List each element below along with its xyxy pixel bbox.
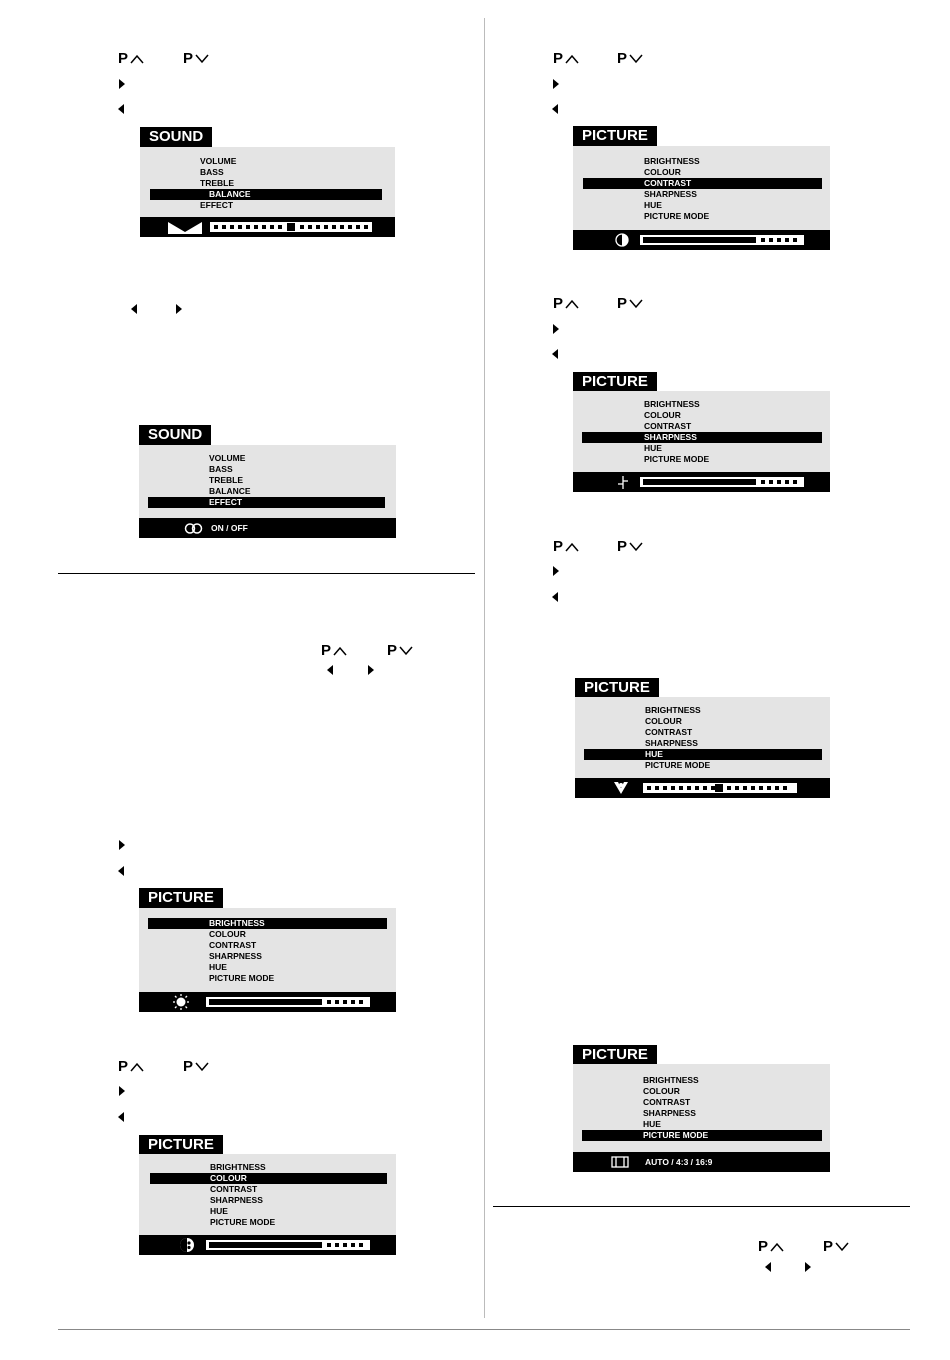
chevron-up-icon bbox=[565, 54, 579, 64]
right-arrow-icon bbox=[553, 324, 559, 334]
chevron-down-icon bbox=[195, 1062, 209, 1072]
right-arrow-icon bbox=[119, 840, 125, 850]
p-up-key-label: P bbox=[758, 1238, 769, 1255]
menu-items bbox=[139, 918, 396, 984]
osd-title: PICTURE bbox=[573, 126, 657, 146]
menu-item-brightness: BRIGHTNESS bbox=[644, 156, 700, 166]
hue-slider bbox=[643, 783, 797, 793]
p-up-key bbox=[118, 51, 144, 67]
osd-panel bbox=[140, 147, 395, 237]
menu-item-hue: HUE bbox=[584, 749, 822, 760]
osd-bar bbox=[573, 1152, 830, 1172]
osd-picture-mode bbox=[573, 1045, 830, 1172]
osd-picture-contrast bbox=[573, 126, 830, 250]
osd-picture-colour bbox=[139, 1135, 396, 1255]
osd-panel bbox=[139, 445, 396, 538]
slider-dots bbox=[761, 480, 797, 484]
menu-item-picture-mode: PICTURE MODE bbox=[644, 454, 710, 464]
osd-title: PICTURE bbox=[575, 678, 659, 698]
contrast-icon bbox=[615, 233, 629, 247]
slider-fill bbox=[209, 999, 322, 1005]
slider-fill bbox=[643, 237, 756, 243]
slider-fill bbox=[643, 479, 756, 485]
p-up-key-label: P bbox=[553, 50, 564, 67]
osd-picture-brightness bbox=[139, 888, 396, 1012]
p-down-key-label: P bbox=[617, 538, 628, 555]
hue-icon bbox=[613, 780, 629, 796]
p-down-key bbox=[183, 51, 209, 67]
p-down-key bbox=[387, 643, 413, 659]
p-up-key-label: P bbox=[321, 642, 332, 659]
p-down-key-label: P bbox=[183, 50, 194, 67]
menu-item-treble: TREBLE bbox=[200, 178, 234, 188]
p-down-key bbox=[823, 1239, 849, 1255]
menu-item-sharpness: SHARPNESS bbox=[209, 951, 262, 961]
menu-item-volume: VOLUME bbox=[209, 453, 246, 463]
slider-dots-left bbox=[214, 225, 282, 229]
chevron-up-icon bbox=[565, 542, 579, 552]
osd-picture-sharpness bbox=[573, 372, 830, 492]
left-arrow-icon bbox=[131, 304, 137, 314]
menu-item-sharpness: SHARPNESS bbox=[643, 1108, 696, 1118]
right-arrow-icon bbox=[119, 1086, 125, 1096]
osd-title: PICTURE bbox=[573, 372, 657, 392]
slider-dots-right bbox=[300, 225, 368, 229]
osd-title: SOUND bbox=[140, 127, 212, 147]
p-up-key bbox=[118, 1059, 144, 1075]
p-down-key-label: P bbox=[387, 642, 398, 659]
osd-title: PICTURE bbox=[573, 1045, 657, 1065]
right-arrow-icon bbox=[553, 566, 559, 576]
section-rule-left bbox=[58, 573, 475, 574]
right-arrow-icon bbox=[119, 79, 125, 89]
right-arrow-icon bbox=[805, 1262, 811, 1272]
menu-item-contrast: CONTRAST bbox=[644, 421, 692, 431]
slider-dots-right bbox=[727, 786, 787, 790]
p-up-key bbox=[553, 296, 579, 312]
osd-panel bbox=[573, 391, 830, 492]
sharpness-icon bbox=[617, 475, 629, 490]
osd-bar bbox=[140, 217, 395, 237]
p-up-key bbox=[553, 539, 579, 555]
menu-item-hue: HUE bbox=[210, 1206, 228, 1216]
left-arrow-icon bbox=[118, 104, 124, 114]
menu-item-sharpness: SHARPNESS bbox=[210, 1195, 263, 1205]
menu-item-balance: BALANCE bbox=[209, 486, 251, 496]
slider-centre-mark bbox=[287, 223, 295, 231]
p-down-key bbox=[617, 296, 643, 312]
p-up-key-label: P bbox=[553, 538, 564, 555]
menu-item-balance: BALANCE bbox=[150, 189, 382, 200]
menu-item-hue: HUE bbox=[644, 200, 662, 210]
level-slider bbox=[206, 997, 370, 1007]
menu-item-brightness: BRIGHTNESS bbox=[645, 705, 701, 715]
left-arrow-icon bbox=[118, 866, 124, 876]
menu-items bbox=[573, 399, 830, 465]
chevron-down-icon bbox=[629, 299, 643, 309]
menu-item-bass: BASS bbox=[209, 464, 233, 474]
menu-item-bass: BASS bbox=[200, 167, 224, 177]
p-up-key bbox=[321, 643, 347, 659]
menu-item-picture-mode: PICTURE MODE bbox=[210, 1217, 276, 1227]
slider-dots-left bbox=[647, 786, 715, 790]
left-arrow-icon bbox=[552, 104, 558, 114]
menu-item-colour: COLOUR bbox=[150, 1173, 387, 1184]
p-down-key bbox=[617, 51, 643, 67]
slider-fill bbox=[209, 1242, 322, 1248]
osd-panel bbox=[575, 697, 830, 798]
osd-bar bbox=[139, 518, 396, 538]
menu-items bbox=[140, 156, 395, 211]
page-footer-rule bbox=[58, 1329, 910, 1330]
p-up-key-label: P bbox=[118, 50, 129, 67]
osd-sound-effect bbox=[139, 425, 396, 538]
osd-title: SOUND bbox=[139, 425, 211, 445]
menu-item-contrast: CONTRAST bbox=[583, 178, 822, 189]
menu-item-colour: COLOUR bbox=[645, 716, 682, 726]
p-up-key-label: P bbox=[553, 295, 564, 312]
p-down-key-label: P bbox=[617, 295, 628, 312]
chevron-down-icon bbox=[399, 646, 413, 656]
right-arrow-icon bbox=[368, 665, 374, 675]
menu-item-brightness: BRIGHTNESS bbox=[148, 918, 387, 929]
chevron-up-icon bbox=[565, 299, 579, 309]
menu-item-hue: HUE bbox=[644, 443, 662, 453]
menu-items bbox=[573, 1075, 830, 1141]
mode-bar-text: AUTO / 4:3 / 16:9 bbox=[645, 1157, 713, 1167]
menu-item-picture-mode: PICTURE MODE bbox=[582, 1130, 822, 1141]
menu-item-brightness: BRIGHTNESS bbox=[644, 399, 700, 409]
osd-panel bbox=[573, 1064, 830, 1172]
menu-item-colour: COLOUR bbox=[643, 1086, 680, 1096]
menu-item-effect: EFFECT bbox=[148, 497, 385, 508]
level-slider bbox=[640, 235, 804, 245]
slider-dots bbox=[327, 1243, 363, 1247]
menu-item-volume: VOLUME bbox=[200, 156, 237, 166]
level-slider bbox=[640, 477, 804, 487]
menu-item-contrast: CONTRAST bbox=[645, 727, 693, 737]
column-divider bbox=[484, 18, 485, 1318]
p-down-key-label: P bbox=[823, 1238, 834, 1255]
menu-item-effect: EFFECT bbox=[200, 200, 234, 210]
menu-item-colour: COLOUR bbox=[644, 167, 681, 177]
menu-item-contrast: CONTRAST bbox=[209, 940, 257, 950]
p-down-key bbox=[617, 539, 643, 555]
menu-item-contrast: CONTRAST bbox=[210, 1184, 258, 1194]
chevron-down-icon bbox=[835, 1242, 849, 1252]
osd-title: PICTURE bbox=[139, 1135, 223, 1155]
osd-bar bbox=[575, 778, 830, 798]
menu-item-picture-mode: PICTURE MODE bbox=[644, 211, 710, 221]
menu-item-sharpness: SHARPNESS bbox=[645, 738, 698, 748]
osd-title: PICTURE bbox=[139, 888, 223, 908]
section-rule-right bbox=[493, 1206, 910, 1207]
menu-item-contrast: CONTRAST bbox=[643, 1097, 691, 1107]
level-slider bbox=[206, 1240, 370, 1250]
slider-dots bbox=[327, 1000, 363, 1004]
slider-dots bbox=[761, 238, 797, 242]
p-down-key-label: P bbox=[183, 1058, 194, 1075]
menu-item-sharpness: SHARPNESS bbox=[644, 189, 697, 199]
p-up-key bbox=[553, 51, 579, 67]
stereo-effect-icon bbox=[184, 523, 204, 534]
colour-icon bbox=[179, 1237, 195, 1253]
menu-item-picture-mode: PICTURE MODE bbox=[209, 973, 275, 983]
p-up-key bbox=[758, 1239, 784, 1255]
osd-sound-balance bbox=[140, 127, 395, 237]
osd-bar bbox=[573, 472, 830, 492]
right-arrow-icon bbox=[553, 79, 559, 89]
osd-panel bbox=[573, 146, 830, 250]
p-down-key-label: P bbox=[617, 50, 628, 67]
menu-item-colour: COLOUR bbox=[209, 929, 246, 939]
menu-items bbox=[139, 1162, 396, 1228]
osd-bar bbox=[139, 1235, 396, 1255]
menu-item-treble: TREBLE bbox=[209, 475, 243, 485]
osd-panel bbox=[139, 908, 396, 1012]
effect-bar-text: ON / OFF bbox=[211, 523, 248, 533]
menu-item-hue: HUE bbox=[209, 962, 227, 972]
chevron-down-icon bbox=[195, 54, 209, 64]
p-down-key bbox=[183, 1059, 209, 1075]
menu-items bbox=[139, 453, 396, 508]
left-arrow-icon bbox=[552, 349, 558, 359]
osd-panel bbox=[139, 1154, 396, 1255]
menu-item-brightness: BRIGHTNESS bbox=[643, 1075, 699, 1085]
menu-item-brightness: BRIGHTNESS bbox=[210, 1162, 266, 1172]
left-arrow-icon bbox=[765, 1262, 771, 1272]
osd-bar bbox=[139, 992, 396, 1012]
menu-items bbox=[575, 705, 830, 771]
osd-bar bbox=[573, 230, 830, 250]
p-up-key-label: P bbox=[118, 1058, 129, 1075]
balance-slider bbox=[210, 222, 372, 232]
chevron-up-icon bbox=[130, 54, 144, 64]
left-arrow-icon bbox=[327, 665, 333, 675]
menu-items bbox=[573, 156, 830, 222]
chevron-up-icon bbox=[130, 1062, 144, 1072]
left-arrow-icon bbox=[118, 1112, 124, 1122]
menu-item-sharpness: SHARPNESS bbox=[582, 432, 822, 443]
slider-centre-mark bbox=[715, 784, 723, 792]
chevron-up-icon bbox=[333, 646, 347, 656]
left-arrow-icon bbox=[552, 592, 558, 602]
balance-icon bbox=[168, 222, 202, 234]
chevron-down-icon bbox=[629, 542, 643, 552]
menu-item-picture-mode: PICTURE MODE bbox=[645, 760, 711, 770]
osd-picture-hue bbox=[575, 678, 830, 798]
chevron-up-icon bbox=[770, 1242, 784, 1252]
chevron-down-icon bbox=[629, 54, 643, 64]
menu-item-colour: COLOUR bbox=[644, 410, 681, 420]
brightness-sun-icon bbox=[173, 994, 189, 1010]
menu-item-hue: HUE bbox=[643, 1119, 661, 1129]
right-arrow-icon bbox=[176, 304, 182, 314]
aspect-ratio-icon bbox=[611, 1156, 629, 1168]
